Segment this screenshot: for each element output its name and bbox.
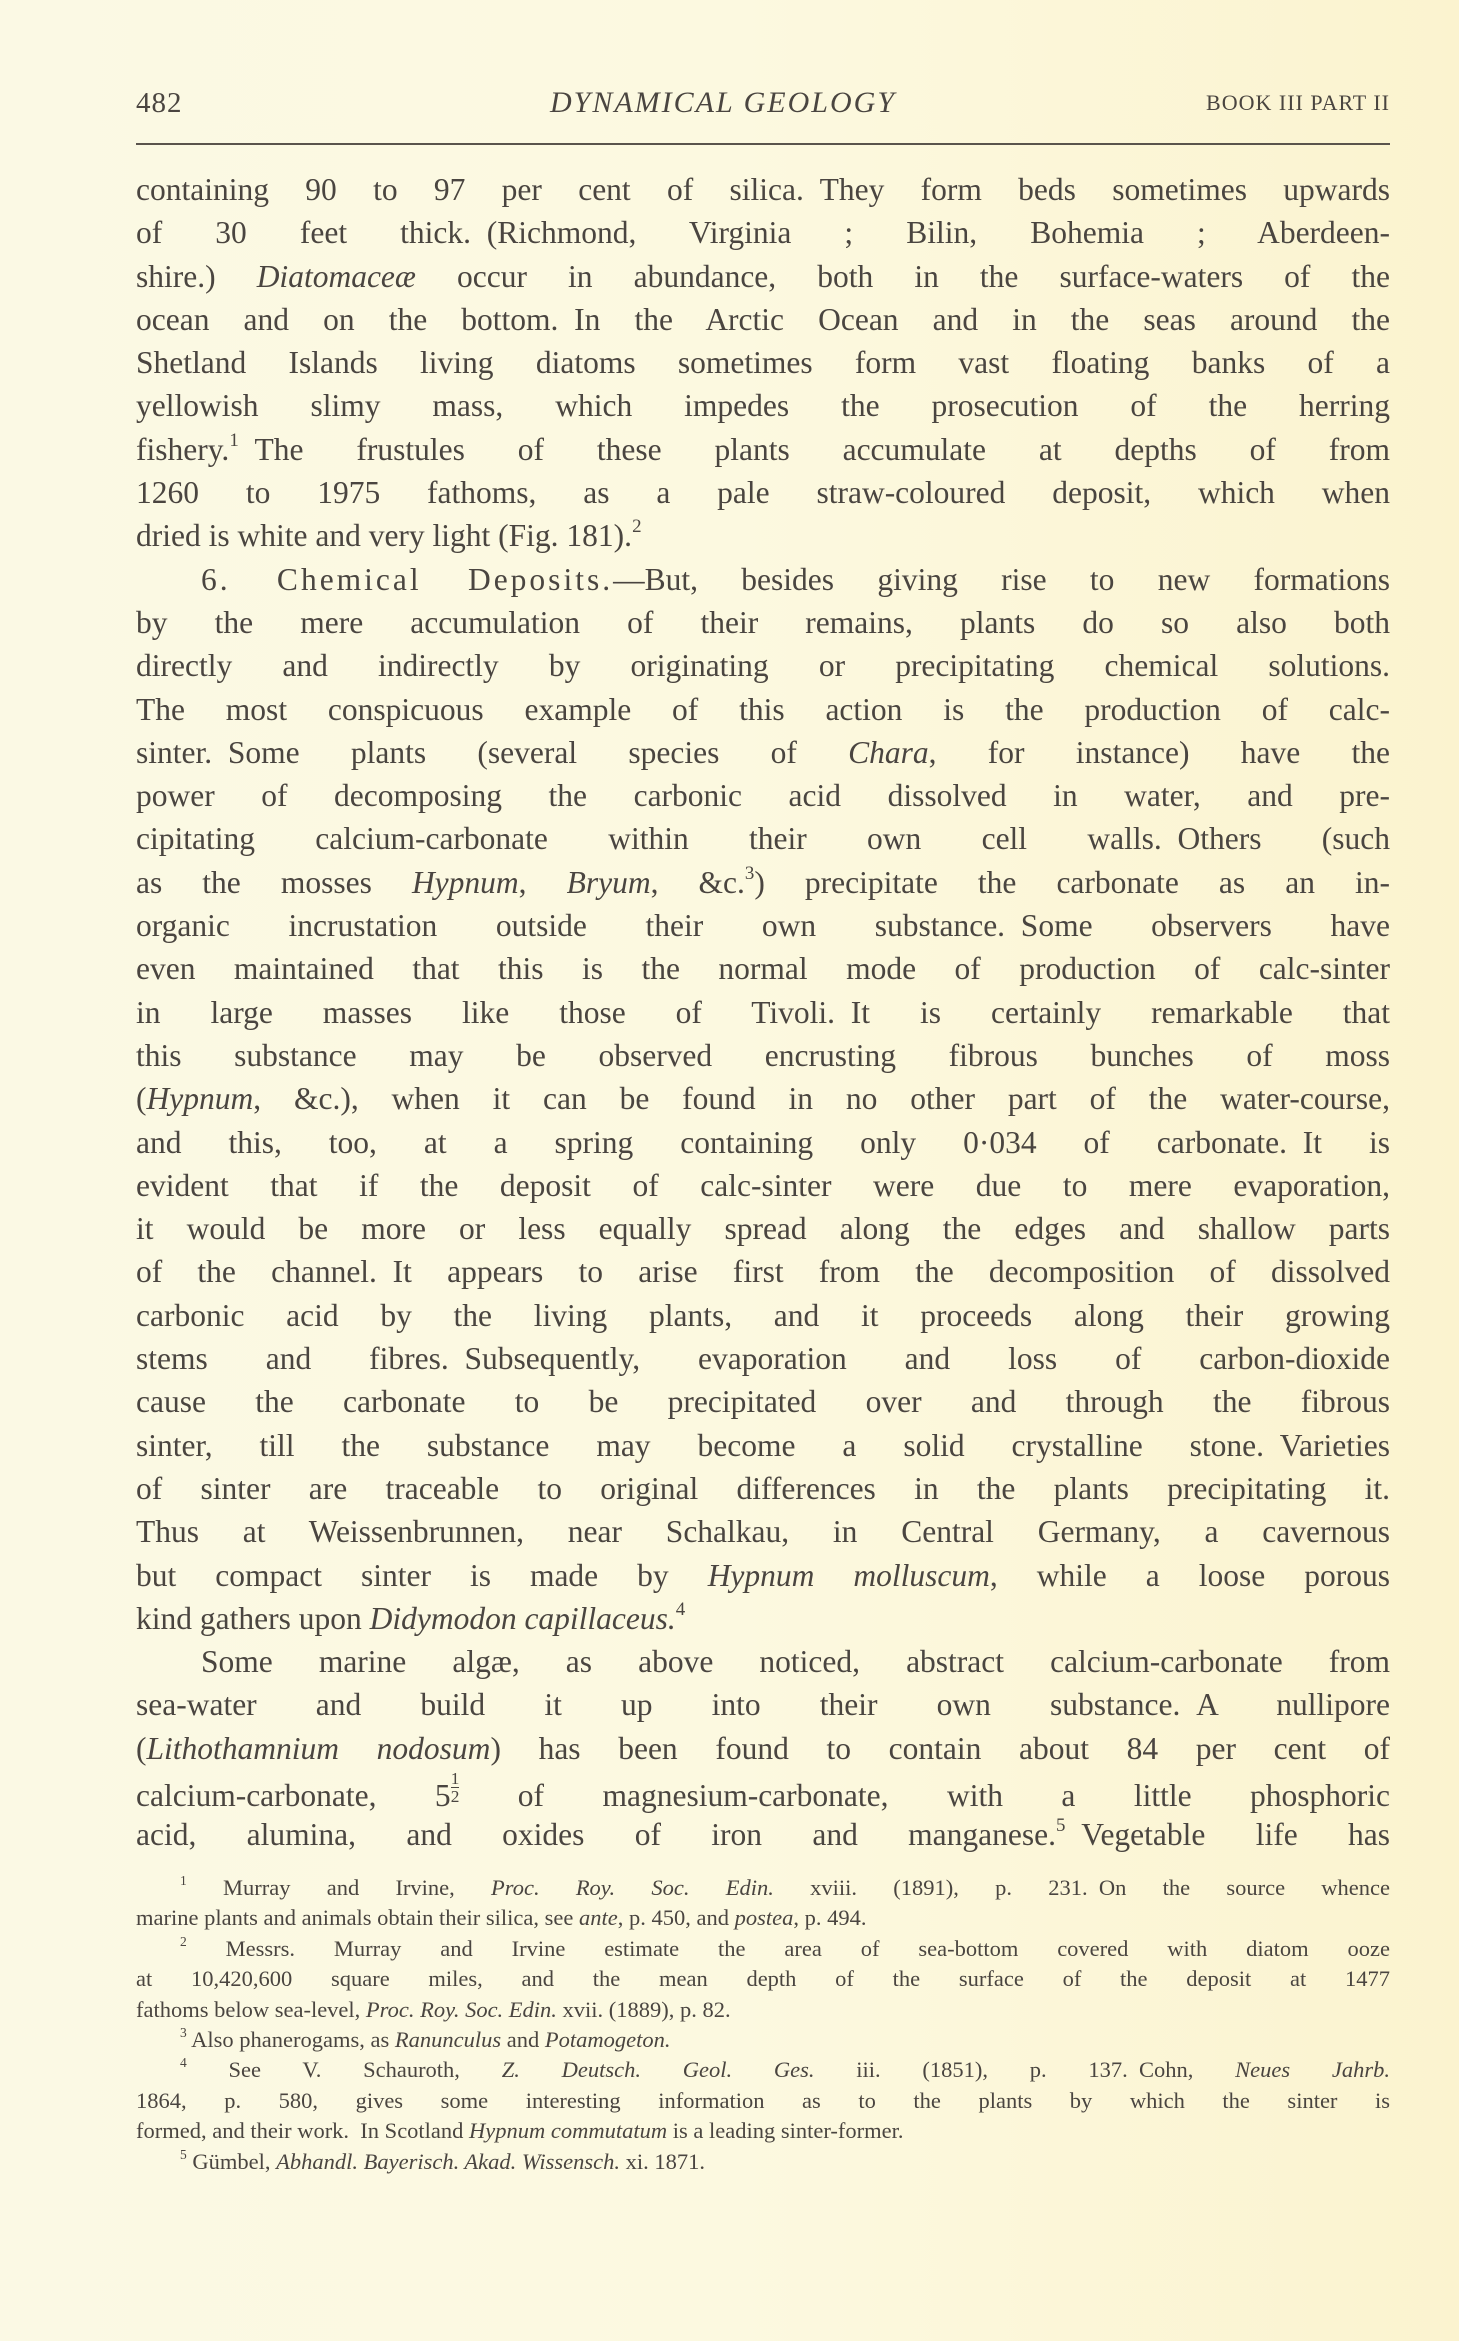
text-line: stems and fibres. Subsequently, evaporation and loss of carbon-dioxide <box>136 1341 1390 1377</box>
footnote-ref: 4 <box>180 2055 187 2071</box>
text-line: acid, alumina, and oxides of iron and manganese.$^5$ Vegetable life has <box>136 1815 1390 1853</box>
text-line: fishery.$^1$ The frustules of these plants accumulate at depths of from <box>136 429 1390 467</box>
italic-term: Abhandl. Bayerisch. Akad. Wissensch. <box>276 2148 621 2174</box>
footnote-line: $^5$ Gümbel, Abhandl. Bayerisch. Akad. Wissensch. xi. 1871. <box>180 2146 706 2174</box>
footnote-line: at 10,420,600 square miles, and the mean depth of the surface of the deposit at 1477 <box>136 1966 1390 1992</box>
text-line: in large masses like those of Tivoli. It is certainly remarkable that <box>136 994 1390 1030</box>
text-line: sinter, till the substance may become a solid crystalline stone. Varieties <box>136 1427 1390 1463</box>
text-line: kind gathers upon Didymodon capillaceus.$^4$ <box>136 1598 686 1636</box>
italic-term: Diatomaceæ <box>256 258 416 294</box>
text-line: The most conspicuous example of this action is the production of calc- <box>136 691 1390 727</box>
text-line: cause the carbonate to be precipitated over and through the fibrous <box>136 1384 1390 1420</box>
italic-term: Ranunculus <box>394 2026 502 2052</box>
body-text <box>136 168 1390 1857</box>
text-line: Thus at Weissenbrunnen, near Schalkau, in Central Germany, a cavernous <box>136 1514 1390 1550</box>
footnote-ref: 4 <box>675 1598 686 1620</box>
italic-term: ante <box>579 1905 618 1931</box>
text-line: (Lithothamnium nodosum) has been found to contain about 84 per cent of <box>136 1730 1391 1766</box>
text-line: of sinter are traceable to original differences in the plants precipitating it. <box>136 1470 1390 1506</box>
header-rule <box>136 143 1390 145</box>
text-line: calcium-carbonate, 5 $\frac{1}{2}$ of magnesium-carbonate, with a little phosphoric <box>136 1768 1390 1813</box>
text-line: of 30 feet thick. (Richmond, Virginia ; Bilin, Bohemia ; Aberdeen- <box>136 215 1390 251</box>
footnote-line: formed, and their work. In Scotland Hypnum commutatum is a leading sinter-former. <box>136 2118 904 2144</box>
text-line: containing 90 to 97 per cent of silica. They form beds sometimes upwards <box>136 172 1390 207</box>
footnote-ref: 5 <box>1055 1815 1066 1837</box>
footnote-ref: 1 <box>229 429 239 451</box>
text-line: by the mere accumulation of their remains, plants do so also both <box>136 604 1390 640</box>
text-line: sinter. Some plants (several species of Chara, for instance) have the <box>136 734 1390 770</box>
italic-term: Hypnum commutatum <box>469 2118 668 2144</box>
text-line: carbonic acid by the living plants, and it proceeds along their growing <box>136 1297 1390 1333</box>
italic-term: Chara <box>848 734 929 770</box>
text-line: evident that if the deposit of calc-sinter were due to mere evaporation, <box>136 1167 1390 1203</box>
footnote-ref: 2 <box>180 1933 187 1949</box>
italic-term: Bryum <box>566 864 651 900</box>
section-heading: 6. Chemical Deposits. <box>201 561 614 597</box>
text-line: directly and indirectly by originating or precipitating chemical solutions. <box>136 648 1390 684</box>
text-line: and this, too, at a spring containing only 0·034 of carbonate. It is <box>136 1124 1390 1160</box>
fraction: $\frac{1}{2}$ <box>450 1768 460 1807</box>
italic-term: Z. Deutsch. Geol. Ges. <box>501 2057 815 2083</box>
text-line: 1260 to 1975 fathoms, as a pale straw-coloured deposit, which when <box>136 475 1390 511</box>
italic-term: Neues Jahrb. <box>1235 2057 1390 2083</box>
text-line: even maintained that this is the normal mode of production of calc-sinter <box>136 951 1390 987</box>
page-number: 482 <box>136 87 183 119</box>
footnote-line: marine plants and animals obtain their silica, see ante, p. 450, and postea, p. 494. <box>136 1905 867 1931</box>
text-line: shire.) Diatomaceæ occur in abundance, both in the surface-waters of the <box>136 258 1390 294</box>
footnotes <box>136 1873 1390 2177</box>
text-line: ocean and on the bottom. In the Arctic Ocean and in the seas around the <box>136 301 1390 337</box>
italic-term: Potamogeton. <box>544 2026 671 2052</box>
footnote-ref: 3 <box>744 862 755 884</box>
footnote-ref: 2 <box>632 516 642 538</box>
text-line: dried is white and very light (Fig. 181).$^2$ <box>136 516 642 554</box>
text-line: Shetland Islands living diatoms sometimes form vast floating banks of a <box>136 345 1390 381</box>
italic-term: Proc. Roy. Soc. Edin. <box>491 1875 774 1900</box>
text-line: power of decomposing the carbonic acid dissolved in water, and pre- <box>136 778 1390 814</box>
italic-term: Proc. Roy. Soc. Edin. <box>365 1996 557 2022</box>
italic-term: postea <box>734 1905 794 1931</box>
footnote-ref: 3 <box>180 2024 187 2040</box>
italic-term: Didymodon capillaceus. <box>369 1600 676 1636</box>
footnote-line: fathoms below sea-level, Proc. Roy. Soc. Edin. xvii. (1889), p. 82. <box>136 1996 731 2022</box>
italic-term: Hypnum <box>411 864 519 900</box>
section-label: BOOK III PART II <box>1206 90 1390 115</box>
text-line: sea-water and build it up into their own substance. A nullipore <box>136 1687 1390 1723</box>
italic-term: Hypnum molluscum <box>707 1557 990 1593</box>
text-line: as the mosses Hypnum, Bryum, &c.$^3$) precipitate the carbonate as an in- <box>136 862 1391 900</box>
footnote-line: 1864, p. 580, gives some interesting information as to the plants by which the sinter is <box>136 2087 1390 2113</box>
text-line: but compact sinter is made by Hypnum molluscum, while a loose porous <box>136 1557 1391 1593</box>
footnote-line: $^2$ Messrs. Murray and Irvine estimate the area of sea-bottom covered with diatom ooze <box>180 1933 1390 1961</box>
footnote-line: $^1$ Murray and Irvine, Proc. Roy. Soc. Edin. xviii. (1891), p. 231. On the source whence <box>180 1872 1391 1900</box>
italic-term: Hypnum <box>146 1081 254 1117</box>
footnote-ref: 5 <box>180 2146 187 2162</box>
running-head <box>136 83 1390 123</box>
footnote-line: $^3$ Also phanerogams, as Ranunculus and Potamogeton. <box>180 2024 671 2052</box>
text-line: cipitating calcium-carbonate within their own cell walls. Others (such <box>136 821 1390 857</box>
text-line: (Hypnum, &c.), when it can be found in no other part of the water-course, <box>136 1081 1390 1117</box>
text-line: of the channel. It appears to arise first from the decomposition of dissolved <box>136 1254 1390 1290</box>
running-title: DYNAMICAL GEOLOGY <box>550 86 896 119</box>
text-line: it would be more or less equally spread along the edges and shallow parts <box>136 1211 1390 1247</box>
footnote-line: $^4$ See V. Schauroth, Z. Deutsch. Geol. Ges. iii. (1851), p. 137. Cohn, Neues Jahrb. <box>180 2055 1390 2083</box>
italic-term: Lithothamnium nodosum <box>146 1730 491 1766</box>
text-line: 6. Chemical Deposits.—But, besides giving rise to new formations <box>201 561 1390 597</box>
text-line: this substance may be observed encrusting fibrous bunches of moss <box>136 1037 1390 1073</box>
text-line: organic incrustation outside their own substance. Some observers have <box>136 908 1390 944</box>
footnote-ref: 1 <box>180 1872 187 1888</box>
text-line: Some marine algæ, as above noticed, abstract calcium-carbonate from <box>201 1644 1390 1680</box>
text-line: yellowish slimy mass, which impedes the prosecution of the herring <box>136 388 1390 424</box>
